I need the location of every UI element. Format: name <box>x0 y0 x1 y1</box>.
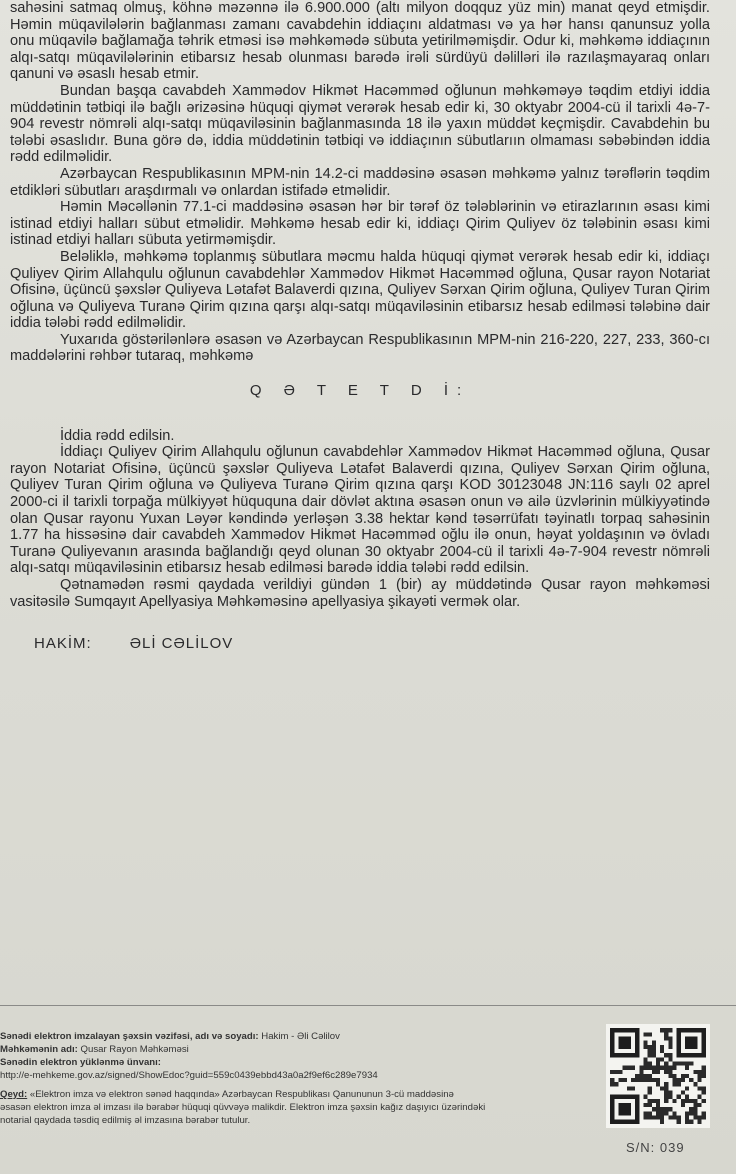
paragraph-6: Yuxarıda göstərilənlərə əsasən və Azərbaycan Respublikasının MPM-nin 216-220, 227, 233, 360-cı maddələrini rəhbər tutaraq, məhkəmə <box>10 331 710 365</box>
qr-finder-top-right <box>677 1028 706 1057</box>
judge-signature-line <box>10 636 710 653</box>
upload-url-row <box>0 1069 600 1082</box>
note-row-1 <box>0 1088 600 1101</box>
court-row <box>0 1043 600 1056</box>
resolution-1: İddia rədd edilsin. <box>60 427 175 444</box>
resolution-2: İddiaçı Quliyev Qirim Allahqulu oğlunun cavabdehlər Xammədov Hikmət Hacəmməd oğluna, Qusar rayon Notariat Ofisinə, üçüncü şəxslər Quliyeva Lətafət Balaverdi qızına, Quliyev Sərxan Qirim oğluna, Quliyev Turan Qirim oğluna və Quliyeva Turanə Qirim qızına qarşı KOD 30123048 JN:116 saylı 02 aprel 2000-ci il tarixli torpağa mülkiyyət hüququna dair dövlət aktına əsasən onun və ailə üzvlərinin mülkiyyətində olan Qusar rayonu Yuxan Ləyər kəndində yerləşən 3.38 hektar kənd təsərrüfatı təyinatlı torpaq sahəsinin 1.77 ha hissəsinə dair cavabdeh Xammədov Hikmət Hacəmməd oğlu ilə onun, həyat yoldaşının və övladı Turanə Quliyevanın arasında bağlandığı qeyd olunan 30 oktyabr 2004-cü il tarixli 4ə-7-904 revestr nömrəli alqı-satqı müqaviləsinin etibarsız hesab edilməsi barədə iddia tələbi rədd edilsin. <box>10 444 710 577</box>
paragraph-4: Həmin Məcəllənin 77.1-ci maddəsinə əsasən hər bir tərəf öz tələblərinin və etirazlarının əsası kimi istinad etdiyi halları sübut etməlidir. Məhkəmə hesab edir ki, iddiaçı Qirim Quliyev öz tələbinin əsası kimi istinad etdiyi halları sübuta yetirməmişdir. <box>10 199 710 249</box>
resolution-3: Qətnamədən rəsmi qaydada verildiyi gündən 1 (bir) ay müddətində Qusar rayon məhkəməsi vasitəsilə Sumqayıt Apellyasiya Məhkəməsinə apellyasiya şikayəti vermək olar. <box>10 577 710 610</box>
resolution-section <box>10 428 710 611</box>
qr-code-image <box>606 1024 710 1128</box>
upload-row <box>0 1056 600 1069</box>
upload-url-link[interactable]: http://e-mehkeme.gov.az/signed/ShowEdoc?guid=559c0439ebbd43a0a2f9ef6c289e7934 <box>0 1070 378 1081</box>
document-body <box>10 0 710 653</box>
note-line-3: notarial qaydada təsdiq edilmiş əl imzasına bərabər tutulur. <box>0 1115 251 1126</box>
serial-number: S/N: 039 <box>626 1140 685 1155</box>
court-label: Məhkəmənin adı: <box>0 1044 78 1055</box>
paragraph-5: Beləliklə, məhkəmə toplanmış sübutlara məcmu halda hüquqi qiymət verərək hesab edir ki, iddiaçı Quliyev Qirim Allahqulu oğlunun cavabdehlər Xammədov Hikmət Hacəmməd oğluna, Qusar rayon Notariat Ofisinə, üçüncü şəxslər Quliyeva Lətafət Balaverdi qızına, Quliyev Sərxan Qirim oğluna, Quliyev Turan Qirim oğluna və Quliyeva Turanə Qirim qızına qarşı alqı-satqı müqaviləsinin etibarsız hesab edilməsi tələbinə dair iddia tələbi rədd edilməlidir. <box>10 248 710 332</box>
upload-label: Sənədin elektron yüklənmə ünvanı: <box>0 1057 162 1068</box>
judge-name: ƏLİ CƏLİLOV <box>129 635 234 653</box>
paragraph-2: Bundan başqa cavabdeh Xammədov Hikmət Hacəmməd oğlunun məhkəməyə təqdim etdiyi iddia müddətinin tətbiqi ilə bağlı ərizəsinə hüquqi qiymət verərək hesab edir ki, 30 oktyabr 2004-cü il tarixli 4ə-7-904 revestr nömrəli alqı-satqı müqaviləsinin bağlanmasında 18 ilə yaxın müddət keçmişdir. Cavabdehin bu tələbi əsaslıdır. Buna görə də, iddia müddətinin tətbiqi və iddiaçının sübutlarıın olmaması səbəbindən iddia rədd edilməlidir. <box>10 82 710 166</box>
note-row-3 <box>0 1114 600 1127</box>
footer-divider <box>0 1005 736 1006</box>
signer-value: Hakim - Əli Cəlilov <box>261 1031 340 1042</box>
note-label: Qeyd: <box>0 1089 28 1100</box>
note-line-2: əsasən elektron imza əl imzası ilə bərabər hüquqi qüvvəyə malikdir. Elektron imza şəxsin kağız daşıyıcı üzərindəki <box>0 1102 486 1113</box>
judge-label: HAKİM: <box>34 635 92 653</box>
signer-label: Sənədi elektron imzalayan şəxsin vəzifəsi, adı və soyadı: <box>0 1031 259 1042</box>
court-value: Qusar Rayon Məhkəməsi <box>80 1044 189 1055</box>
note-line-1: «Elektron imza və elektron sənəd haqqında» Azərbaycan Respublikası Qanununun 3-cü maddəsinə <box>29 1089 454 1100</box>
e-signature-footer <box>0 1030 600 1127</box>
qr-finder-top-left <box>610 1028 639 1057</box>
decision-title: Q Ə T E T D İ: <box>249 382 471 400</box>
paragraph-1: sahəsini satmaq olmuş, köhnə məzənnə ilə 6.900.000 (altı milyon doqquz yüz min) manat qeyd etmişdir. Həmin müqavilələrin bağlanması zamanı cavabdehin iddiaçını aldatması və ya hər hansı qanunsuz yolla onu müqavilə bağlamağa təhrik etməsi isə məhkəmədə sübuta yetirilməmişdir. Odur ki, məhkəmə iddiaçının alqı-satqı müqavilələrinin etibarsız hesab olunması barədə irəli sürdüyü dəlilləri ilə razılaşmayaraq onları qanuni və əsaslı hesab etmir. <box>10 0 710 83</box>
qr-finder-bottom-left <box>610 1095 639 1124</box>
note-row-2 <box>0 1101 600 1114</box>
signer-row <box>0 1030 600 1043</box>
paragraph-3: Azərbaycan Respublikasının MPM-nin 14.2-ci maddəsinə əsasən məhkəmə yalnız tərəflərin təqdim etdikləri sübutları araşdırmalı və onlardan istifadə etməlidir. <box>10 165 710 199</box>
